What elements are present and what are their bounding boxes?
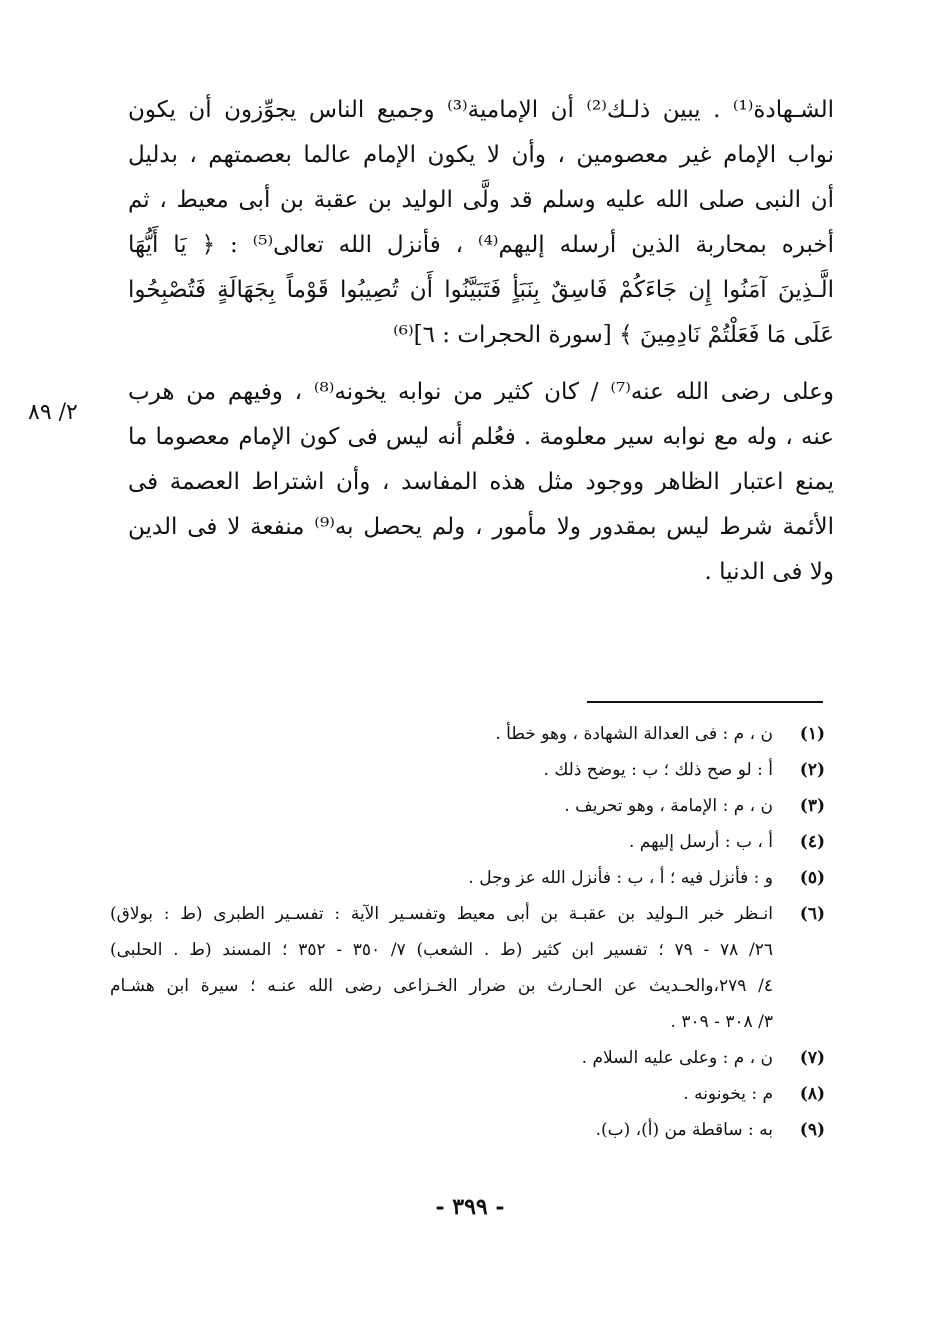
- text-line: عنه ، وله مع نوابه سير معلومة . فعُلم أنه ليس فى كون الإمام معصوما ما: [128, 424, 834, 450]
- footnote-number: (٢): [799, 760, 825, 780]
- footnote-text: ٣/ ٣٠٨ - ٣٠٩ .: [670, 1012, 773, 1032]
- text-line: أخبره بمحاربة الذين أرسله إليهم⁽⁴⁾ ، فأنزل الله تعالى⁽⁵⁾ : ﴿ يَا أَيُّهَا: [128, 232, 835, 258]
- quran-verse-line: الَّـذِينَ آمَنُوا إِن جَاءَكُمْ فَاسِقٌ بِنَبَأٍ فَتَبَيَّنُوا أَن تُصِيبُوا قَوْماً بِجَهَالَةٍ فَتُصْبِحُوا: [128, 277, 834, 303]
- footnote-text: أ ، ب : أرسل إليهم .: [628, 832, 773, 852]
- footnote-text: ٢٦/ ٧٨ - ٧٩ ؛ تفسير ابن كثير (ط . الشعب) ٧/ ٣٥٠ - ٣٥٢ ؛ المسند (ط . الحلبى): [110, 940, 773, 960]
- footnote-text: أ : لو صح ذلك ؛ ب : يوضح ذلك .: [543, 760, 773, 780]
- footnote-item: [110, 896, 825, 1040]
- footnote-divider: [587, 701, 823, 703]
- footnote-text: م : يخونونه .: [683, 1084, 773, 1104]
- footnote-number: (٧): [799, 1048, 825, 1068]
- quran-verse-line: عَلَى مَا فَعَلْتُمْ نَادِمِينَ ﴾ [سورة الحجرات : ٦]⁽⁶⁾: [393, 322, 834, 348]
- footnote-item: [110, 1112, 825, 1148]
- footnote-text: و : فأنزل فيه ؛ أ ، ب : فأنزل الله عز وجل .: [468, 868, 773, 888]
- footnote-text: ن ، م : الإمامة ، وهو تحريف .: [564, 796, 773, 816]
- footnote-text: به : ساقطة من (أ)، (ب).: [595, 1120, 773, 1140]
- footnote-number: (٦): [799, 904, 825, 924]
- footnote-number: (٥): [799, 868, 825, 888]
- footnote-text: ٤/ ٢٧٩،والحـديث عن الحـارث بن ضرار الخـزاعى رضى الله عنـه ؛ سيرة ابن هشـام: [110, 976, 773, 996]
- text-line: الأئمة شرط ليس بمقدور ولا مأمور ، ولم يحصل به⁽⁹⁾ منفعة لا فى الدين: [128, 514, 834, 540]
- footnote-text: ن ، م : وعلى عليه السلام .: [581, 1048, 773, 1068]
- footnote-number: (٨): [799, 1084, 825, 1104]
- footnote-item: [110, 860, 825, 896]
- margin-page-reference: ٢/ ٨٩: [28, 400, 78, 425]
- footnote-number: (٣): [799, 796, 825, 816]
- footnotes: [110, 716, 825, 1148]
- footnote-number: (٤): [799, 832, 825, 852]
- text-line: الشـهادة⁽¹⁾ . يبين ذلـك⁽²⁾ أن الإمامية⁽³⁾ وجميع الناس يجوِّزون أن يكون: [128, 97, 834, 123]
- footnote-item: [110, 824, 825, 860]
- footnote-item: [110, 752, 825, 788]
- footnote-number: (٩): [799, 1120, 825, 1140]
- footnote-item: [110, 1076, 825, 1112]
- footnote-text: ن ، م : فى العدالة الشهادة ، وهو خطأ .: [495, 724, 773, 744]
- text-line: ولا فى الدنيا .: [704, 559, 834, 585]
- footnote-item: [110, 1040, 825, 1076]
- footnote-item: [110, 788, 825, 824]
- page-number: - ٣٩٩ -: [435, 1194, 505, 1220]
- text-line: أن النبى صلى الله عليه وسلم قد ولَّى الوليد بن عقبة بن أبى معيط ، ثم: [128, 187, 834, 213]
- text-line: وعلى رضى الله عنه⁽⁷⁾ / كان كثير من نوابه يخونه⁽⁸⁾ ، وفيهم من هرب: [128, 379, 834, 405]
- footnote-text: انـظر خبر الـوليد بن عقبـة بن أبى معيط وتفسـير الآية : تفسـير الطبرى (ط : بولاق): [110, 904, 773, 924]
- text-line: نواب الإمام غير معصومين ، وأن لا يكون الإمام عالما بعصمتهم ، بدليل: [128, 142, 834, 168]
- footnote-number: (١): [799, 724, 825, 744]
- main-text: [128, 88, 834, 595]
- text-line: يمنع اعتبار الظاهر ووجود مثل هذه المفاسد ، وأن اشتراط العصمة فى: [128, 469, 834, 495]
- footnote-item: [110, 716, 825, 752]
